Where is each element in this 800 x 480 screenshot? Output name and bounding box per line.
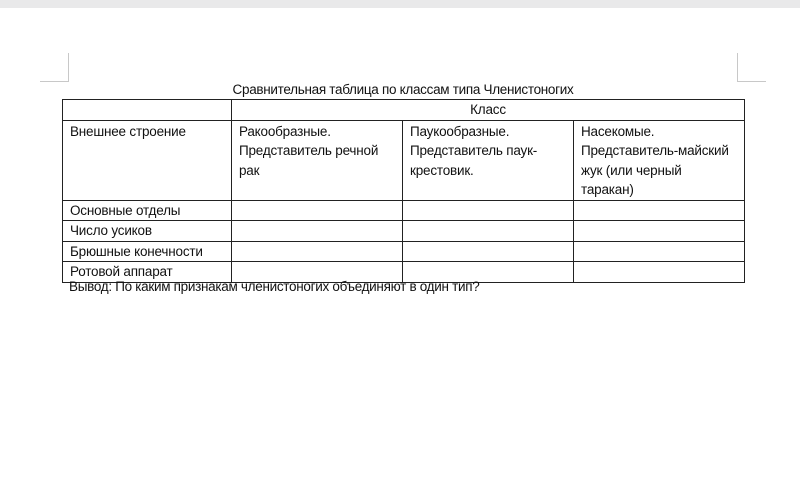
table-cell[interactable] (403, 221, 574, 242)
table-cell[interactable] (574, 262, 745, 283)
row-label[interactable]: Брюшные конечности (63, 241, 232, 262)
table-title: Сравнительная таблица по классам типа Членистоногих (232, 82, 574, 97)
page-margin-marker-top-left (40, 53, 69, 82)
table-cell[interactable] (574, 200, 745, 221)
table-cell[interactable] (574, 221, 745, 242)
class-cell-arachnids[interactable]: Паукообразные. Представитель паук-крестовик. (403, 120, 574, 200)
class-cell-insects[interactable]: Насекомые. Представитель-майский жук (или черный таракан) (574, 120, 745, 200)
header-empty-cell[interactable] (63, 100, 232, 121)
window-top-strip (0, 0, 800, 8)
page-margin-marker-top-right (737, 53, 766, 82)
table-header-row (63, 100, 745, 121)
table-cell[interactable] (232, 241, 403, 262)
class-cell-crustaceans[interactable]: Ракообразные. Представитель речной рак (232, 120, 403, 200)
comparison-table (62, 99, 745, 283)
table-row (63, 241, 745, 262)
row-label[interactable]: Число усиков (63, 221, 232, 242)
row-label[interactable]: Основные отделы (63, 200, 232, 221)
table-cell[interactable] (403, 200, 574, 221)
table-row (63, 120, 745, 200)
table-cell[interactable] (232, 221, 403, 242)
class-header-cell[interactable]: Класс (232, 100, 745, 121)
table-row (63, 221, 745, 242)
table-cell[interactable] (232, 200, 403, 221)
table-cell[interactable] (403, 241, 574, 262)
row-label[interactable]: Ротовой аппарат (63, 262, 232, 283)
table-row (63, 200, 745, 221)
conclusion-text: Вывод: По каким признакам членистоногих объединяют в один тип? (69, 279, 480, 294)
external-structure-label[interactable]: Внешнее строение (63, 120, 232, 200)
table-cell[interactable] (574, 241, 745, 262)
